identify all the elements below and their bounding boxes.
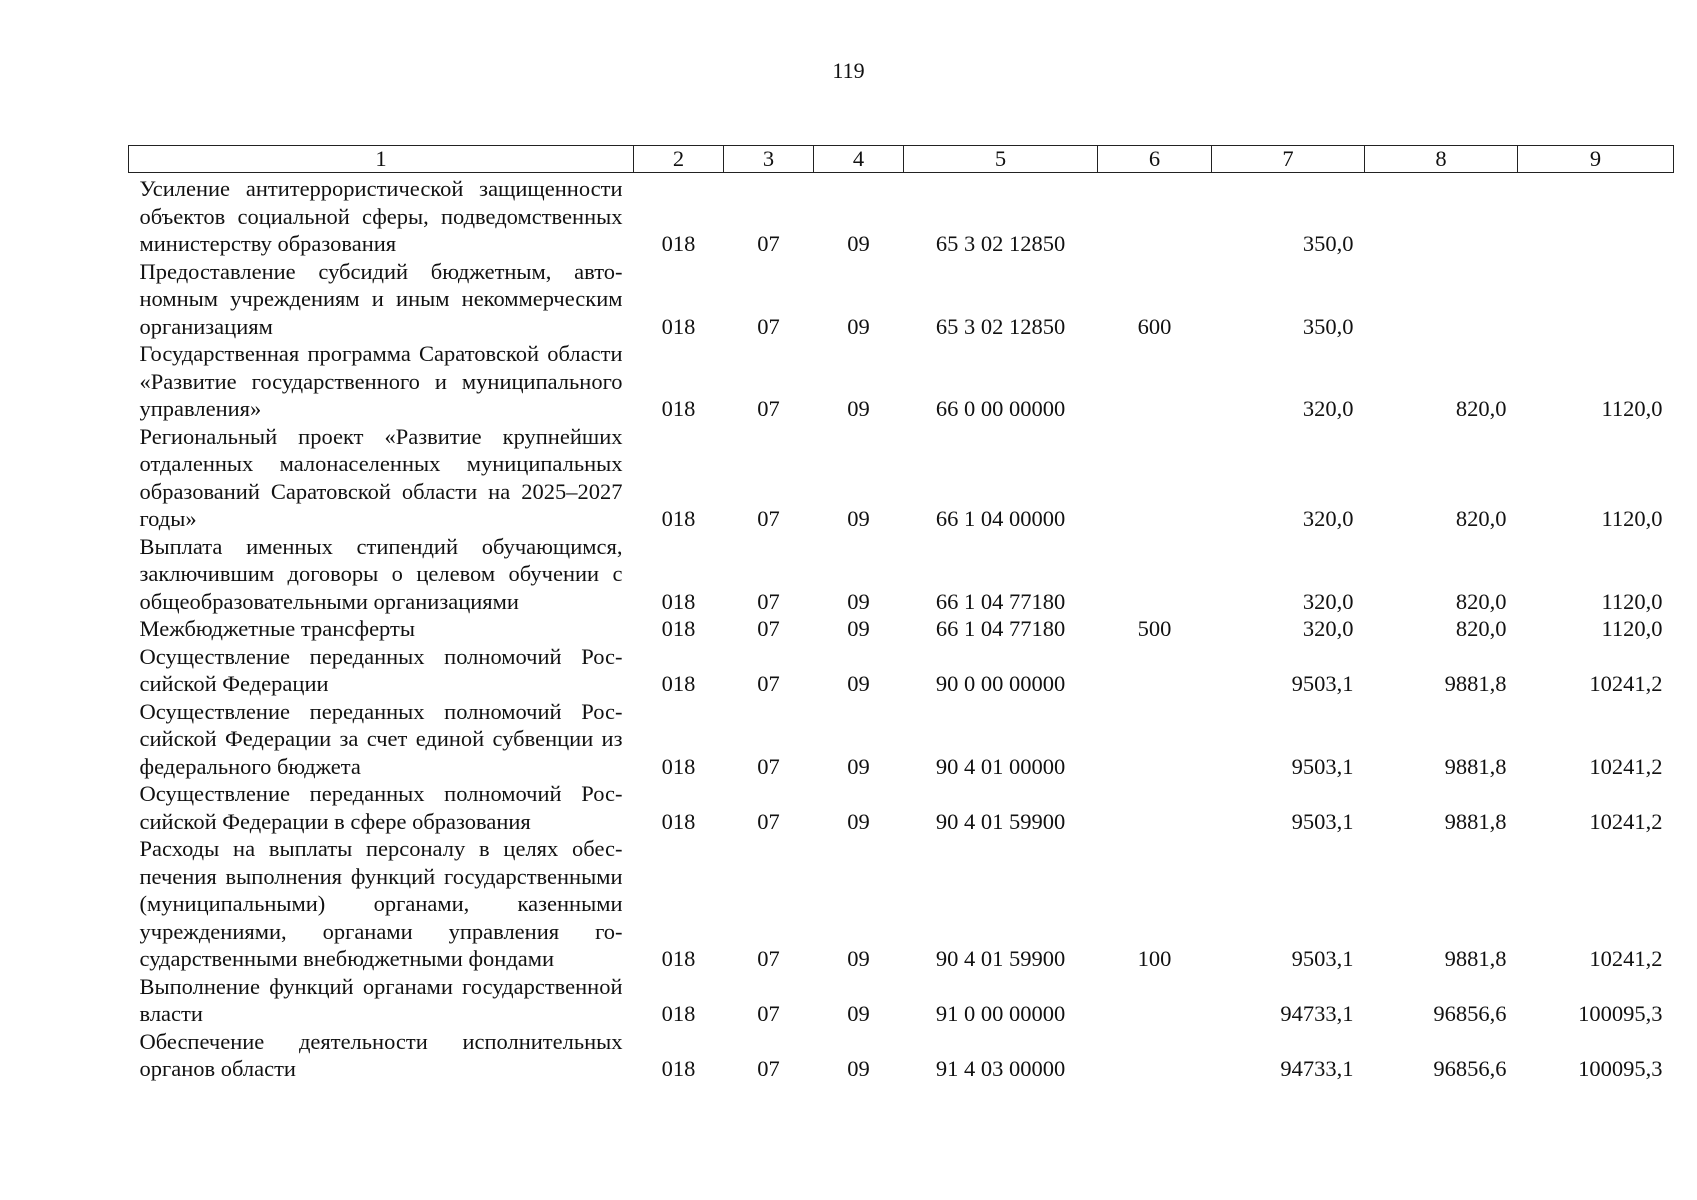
amount-year1-cell: 350,0 [1302, 313, 1354, 339]
amount-year2-cell: 96856,6 [1433, 1056, 1507, 1081]
target-article-cell: 66 1 04 77180 [935, 616, 1066, 641]
table-row [129, 615, 1674, 643]
amount-year1-cell: 320,0 [1302, 396, 1354, 421]
amount-year1-cell: 320,0 [1302, 616, 1354, 641]
amount-year3-cell: 100095,3 [1578, 1056, 1663, 1081]
table-row [129, 698, 1674, 781]
row-name-cell: Межбюджетные трансферты [139, 616, 415, 641]
amount-year2-cell: 96856,6 [1433, 1001, 1507, 1026]
section-code-cell: 07 [757, 588, 780, 614]
subsection-code-cell: 09 [847, 946, 870, 971]
section-code-cell: 07 [757, 808, 780, 834]
amount-year3-cell: 10241,2 [1589, 808, 1663, 834]
ministry-code-cell: 018 [661, 313, 696, 339]
row-name-cell: Осуществление переданных полномочий Российской Федерации [139, 643, 623, 696]
table-row [129, 643, 1674, 698]
amount-year1-cell: 9503,1 [1291, 753, 1354, 779]
expense-type-cell [1098, 173, 1212, 258]
table-row [129, 173, 1674, 258]
row-name-cell: Предоставление субсидий бюджетным, автономным учреждениям и иным некоммерческим организациям [139, 258, 623, 339]
row-name-cell: Региональный проект «Развитие крупнейших отдаленных малонаселенных муниципальных образований Саратовской области на 2025–2027 годы» [139, 423, 623, 531]
amount-year2-cell: 9881,8 [1444, 808, 1507, 834]
target-article-cell: 65 3 02 12850 [935, 313, 1066, 339]
section-code-cell: 07 [757, 616, 780, 641]
amount-year1-cell: 320,0 [1302, 506, 1354, 531]
amount-year2-cell [1365, 173, 1518, 258]
page-number: 119 [832, 58, 865, 83]
amount-year3-cell: 10241,2 [1589, 946, 1663, 971]
amount-year3-cell: 1120,0 [1601, 616, 1663, 641]
column-number-header-row [129, 146, 1674, 173]
table-row [129, 423, 1674, 533]
ministry-code-cell: 018 [661, 808, 696, 834]
column-header-4: 4 [814, 146, 904, 173]
subsection-code-cell: 09 [847, 616, 870, 641]
amount-year2-cell: 820,0 [1455, 616, 1507, 641]
expense-type-cell: 500 [1137, 616, 1172, 641]
column-header-9: 9 [1518, 146, 1674, 173]
amount-year2-cell: 820,0 [1455, 506, 1507, 531]
amount-year3-cell: 1120,0 [1601, 396, 1663, 421]
subsection-code-cell: 09 [847, 808, 870, 834]
ministry-code-cell: 018 [661, 506, 696, 531]
target-article-cell: 91 4 03 00000 [935, 1056, 1066, 1081]
row-name-cell: Усиление антитеррористической защищенности объектов социальной сферы, подведомственных министерству образования [139, 176, 623, 256]
budget-table [128, 145, 1674, 1083]
row-name-cell: Осуществление переданных полномочий Российской Федерации в сфере образования [139, 781, 623, 834]
amount-year1-cell: 350,0 [1302, 231, 1354, 256]
column-header-5: 5 [904, 146, 1098, 173]
amount-year1-cell: 9503,1 [1291, 808, 1354, 834]
target-article-cell: 66 0 00 00000 [935, 396, 1066, 421]
column-header-7: 7 [1212, 146, 1365, 173]
amount-year3-cell: 100095,3 [1578, 1001, 1663, 1026]
table-body [129, 173, 1674, 1083]
table-row [129, 973, 1674, 1028]
expense-type-cell: 600 [1137, 313, 1172, 339]
section-code-cell: 07 [757, 946, 780, 971]
amount-year2-cell: 9881,8 [1444, 753, 1507, 779]
subsection-code-cell: 09 [847, 1001, 870, 1026]
ministry-code-cell: 018 [661, 946, 696, 971]
amount-year3-cell: 10241,2 [1589, 753, 1663, 779]
amount-year2-cell [1365, 258, 1518, 341]
table-row [129, 340, 1674, 423]
row-name-cell: Выполнение функций органами государственной власти [139, 973, 623, 1026]
amount-year1-cell: 94733,1 [1280, 1001, 1354, 1026]
column-header-3: 3 [724, 146, 814, 173]
ministry-code-cell: 018 [661, 671, 696, 696]
expense-type-cell [1098, 780, 1212, 835]
subsection-code-cell: 09 [847, 1056, 870, 1081]
subsection-code-cell: 09 [847, 671, 870, 696]
target-article-cell: 90 4 01 00000 [935, 753, 1066, 779]
section-code-cell: 07 [757, 753, 780, 779]
expense-type-cell [1098, 533, 1212, 616]
section-code-cell: 07 [757, 1056, 780, 1081]
amount-year2-cell: 9881,8 [1444, 946, 1507, 971]
ministry-code-cell: 018 [661, 231, 696, 256]
table-row [129, 533, 1674, 616]
ministry-code-cell: 018 [661, 616, 696, 641]
section-code-cell: 07 [757, 1001, 780, 1026]
column-header-1: 1 [129, 146, 634, 173]
subsection-code-cell: 09 [847, 753, 870, 779]
table-row [129, 780, 1674, 835]
amount-year1-cell: 320,0 [1302, 588, 1354, 614]
table-row [129, 1028, 1674, 1083]
ministry-code-cell: 018 [661, 1001, 696, 1026]
section-code-cell: 07 [757, 506, 780, 531]
subsection-code-cell: 09 [847, 396, 870, 421]
target-article-cell: 65 3 02 12850 [935, 231, 1066, 256]
amount-year2-cell: 9881,8 [1444, 671, 1507, 696]
ministry-code-cell: 018 [661, 588, 696, 614]
expense-type-cell [1098, 1028, 1212, 1083]
expense-type-cell [1098, 340, 1212, 423]
ministry-code-cell: 018 [661, 396, 696, 421]
subsection-code-cell: 09 [847, 231, 870, 256]
section-code-cell: 07 [757, 671, 780, 696]
target-article-cell: 90 0 00 00000 [935, 671, 1066, 696]
table-row [129, 258, 1674, 341]
amount-year3-cell [1518, 173, 1674, 258]
amount-year3-cell: 1120,0 [1601, 588, 1663, 614]
target-article-cell: 90 4 01 59900 [935, 946, 1066, 971]
section-code-cell: 07 [757, 396, 780, 421]
expense-type-cell [1098, 643, 1212, 698]
ministry-code-cell: 018 [661, 1056, 696, 1081]
amount-year2-cell: 820,0 [1455, 396, 1507, 421]
expense-type-cell [1098, 698, 1212, 781]
amount-year3-cell: 1120,0 [1601, 506, 1663, 531]
row-name-cell: Расходы на выплаты персоналу в целях обеспечения выполнения функций государственными (муниципальными) органами, казенными учреждениями, органами управления государственными внебюджетными фондами [139, 836, 623, 971]
expense-type-cell: 100 [1137, 946, 1172, 971]
expense-type-cell [1098, 423, 1212, 533]
column-header-6: 6 [1098, 146, 1212, 173]
amount-year3-cell: 10241,2 [1589, 671, 1663, 696]
row-name-cell: Выплата именных стипендий обучающимся, заключившим договоры о целевом обучении с общеобразовательными организациями [139, 533, 623, 614]
amount-year1-cell: 9503,1 [1291, 946, 1354, 971]
column-header-2: 2 [634, 146, 724, 173]
subsection-code-cell: 09 [847, 313, 870, 339]
amount-year1-cell: 94733,1 [1280, 1056, 1354, 1081]
amount-year2-cell: 820,0 [1455, 588, 1507, 614]
section-code-cell: 07 [757, 231, 780, 256]
row-name-cell: Государственная программа Саратовской области «Развитие государственного и муниципального управления» [139, 341, 623, 421]
amount-year3-cell [1518, 258, 1674, 341]
column-header-8: 8 [1365, 146, 1518, 173]
target-article-cell: 66 1 04 77180 [935, 588, 1066, 614]
subsection-code-cell: 09 [847, 506, 870, 531]
subsection-code-cell: 09 [847, 588, 870, 614]
target-article-cell: 91 0 00 00000 [935, 1001, 1066, 1026]
expense-type-cell [1098, 973, 1212, 1028]
row-name-cell: Обеспечение деятельности исполнительных органов области [139, 1028, 623, 1081]
target-article-cell: 66 1 04 00000 [935, 506, 1066, 531]
table-row [129, 835, 1674, 973]
section-code-cell: 07 [757, 313, 780, 339]
ministry-code-cell: 018 [661, 753, 696, 779]
row-name-cell: Осуществление переданных полномочий Российской Федерации за счет единой субвенции из федерального бюджета [139, 698, 623, 779]
amount-year1-cell: 9503,1 [1291, 671, 1354, 696]
target-article-cell: 90 4 01 59900 [935, 808, 1066, 834]
